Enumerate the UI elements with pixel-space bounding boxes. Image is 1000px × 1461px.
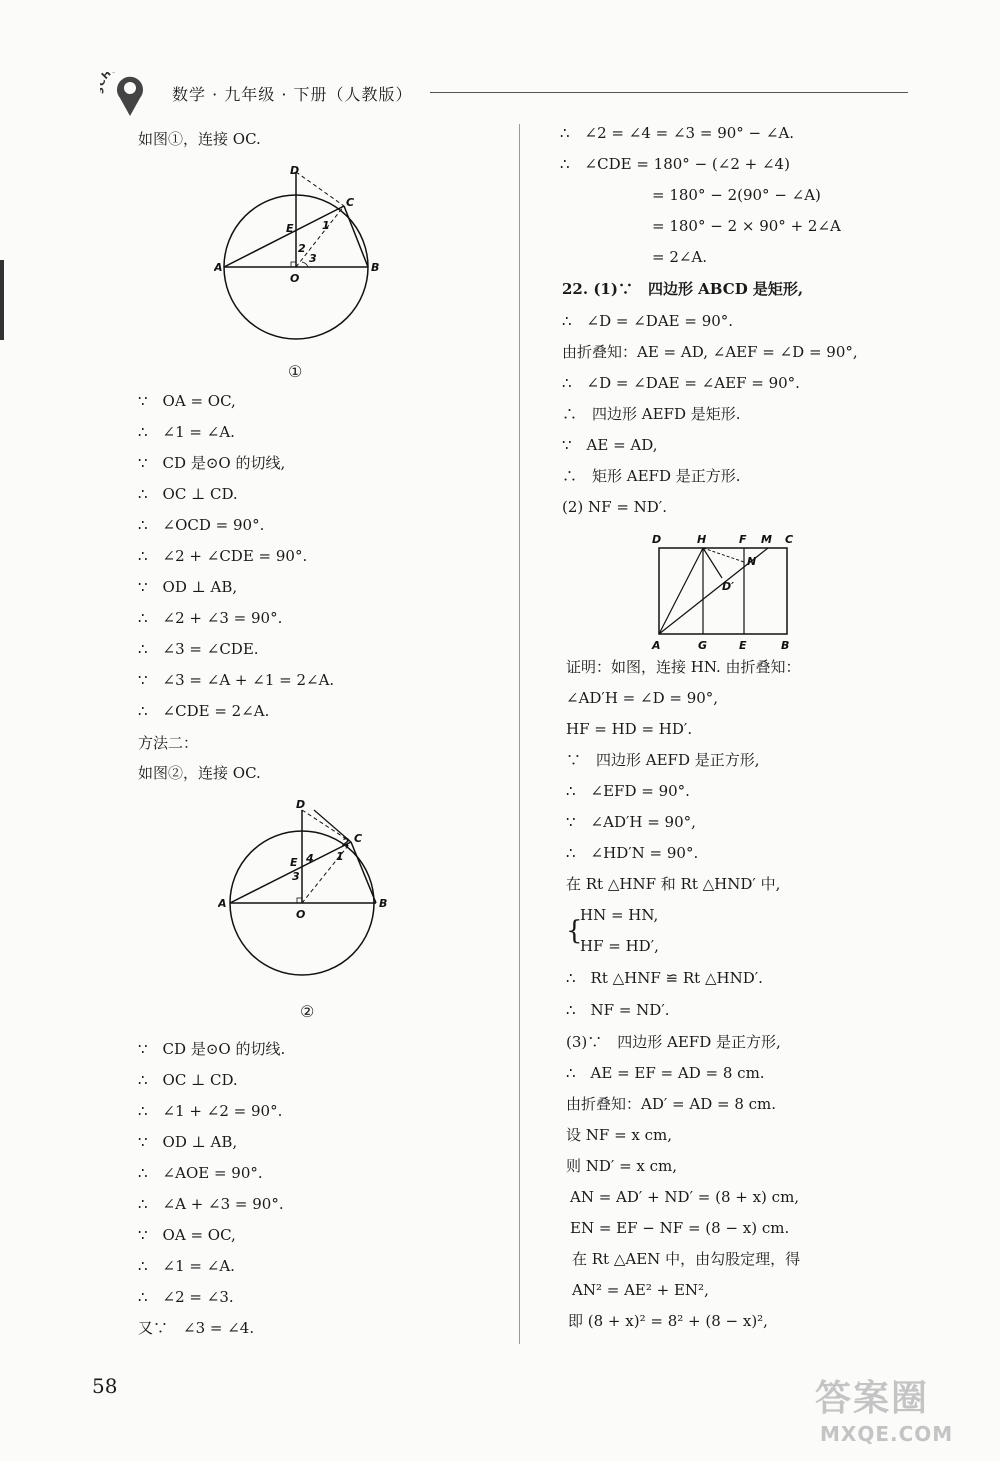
svg-text:SCHOOL: H — [100, 72, 114, 82]
proof-line: ∴ ∠HD′N = 90°. — [566, 844, 699, 862]
proof-line: ∵ CD 是⊙O 的切线, — [138, 454, 286, 472]
problem-22-part-3: (3)∵ 四边形 AEFD 是正方形, — [566, 1033, 781, 1051]
fig2-intro: 如图②，连接 OC. — [138, 764, 261, 782]
proof-line: ∴ AE = EF = AD = 8 cm. — [566, 1064, 765, 1082]
svg-text:4: 4 — [306, 852, 314, 865]
svg-text:N: N — [747, 555, 757, 568]
proof-line: ∵ AE = AD, — [562, 436, 658, 454]
proof-line: ∴ ∠D = ∠DAE = 90°. — [562, 312, 734, 330]
svg-text:E: E — [739, 639, 747, 652]
svg-text:B: B — [371, 261, 380, 274]
svg-text:D: D — [290, 166, 300, 177]
proof-line: ∵ 四边形 AEFD 是正方形, — [566, 751, 760, 769]
brace-symbol: { — [566, 916, 583, 946]
svg-text:D: D — [652, 533, 662, 546]
proof-line: AN = AD′ + ND′ = (8 + x) cm, — [570, 1188, 800, 1206]
svg-text:F: F — [739, 533, 747, 546]
figure-3 — [648, 528, 808, 654]
fig1-intro: 如图①，连接 OC. — [138, 130, 261, 148]
proof-line: ∵ ∠AD′H = 90°, — [566, 813, 696, 831]
proof-line: AN² = AE² + EN², — [572, 1281, 709, 1299]
problem-22-heading: 22. (1)∵ 四边形 ABCD 是矩形, — [562, 280, 804, 298]
svg-text:1: 1 — [336, 850, 344, 863]
page-number: 58 — [92, 1374, 118, 1398]
proof-line: 即 (8 + x)² = 8² + (8 − x)², — [568, 1312, 768, 1330]
proof-line: ∴ OC ⊥ CD. — [138, 485, 238, 503]
proof-line: ∴ ∠OCD = 90°. — [138, 516, 265, 534]
page-edge-shadow — [0, 260, 4, 340]
svg-text:E: E — [290, 856, 298, 869]
site-watermark — [780, 1370, 990, 1455]
proof-line: 证明：如图，连接 HN. 由折叠知： — [566, 658, 801, 676]
proof-line: ∴ ∠3 = ∠CDE. — [138, 640, 259, 658]
svg-text:C: C — [354, 832, 363, 845]
figure-2 — [218, 796, 418, 986]
proof-line: ∵ CD 是⊙O 的切线. — [138, 1040, 286, 1058]
proof-line: ∵ OA = OC, — [138, 1226, 236, 1244]
proof-line: ∴ ∠1 = ∠A. — [138, 1257, 235, 1275]
proof-line: ∴ ∠A + ∠3 = 90°. — [138, 1195, 284, 1213]
svg-text:E: E — [286, 222, 294, 235]
svg-text:A: A — [652, 639, 661, 652]
proof-line: 由折叠知：AE = AD, ∠AEF = ∠D = 90°, — [562, 343, 858, 361]
proof-line: 设 NF = x cm, — [566, 1126, 673, 1144]
svg-text:A: A — [218, 897, 227, 910]
proof-line: ∴ NF = ND′. — [566, 1001, 670, 1019]
proof-line: ∴ Rt △HNF ≌ Rt △HND′. — [566, 969, 763, 987]
proof-line: ∵ OD ⊥ AB, — [138, 1133, 238, 1151]
svg-text:O: O — [290, 272, 300, 285]
svg-text:C: C — [785, 533, 794, 546]
proof-line: 在 Rt △AEN 中，由勾股定理，得 — [572, 1250, 801, 1268]
proof-line: ∴ ∠AOE = 90°. — [138, 1164, 263, 1182]
proof-line: ∴ ∠D = ∠DAE = ∠AEF = 90°. — [562, 374, 800, 392]
proof-line: ∴ ∠2 + ∠CDE = 90°. — [138, 547, 308, 565]
proof-line: ∴ ∠1 + ∠2 = 90°. — [138, 1102, 283, 1120]
proof-line: HN = HN, — [580, 906, 659, 924]
proof-line: ∵ OD ⊥ AB, — [138, 578, 238, 596]
proof-line: 又∵ ∠3 = ∠4. — [138, 1319, 255, 1337]
svg-text:C: C — [346, 196, 355, 209]
proof-line: ∵ ∠3 = ∠A + ∠1 = 2∠A. — [138, 671, 335, 689]
watermark-line-2: MXQE.COM — [820, 1422, 954, 1446]
proof-line: ∴ 矩形 AEFD 是正方形. — [562, 467, 741, 485]
figure-1-caption: ① — [288, 362, 303, 381]
proof-line: ∵ OA = OC, — [138, 392, 236, 410]
svg-text:1: 1 — [322, 219, 330, 232]
proof-line: HF = HD = HD′. — [566, 720, 693, 738]
proof-line: ∠AD′H = ∠D = 90°, — [566, 689, 719, 707]
svg-text:G: G — [698, 639, 708, 652]
header-title: 数学 · 九年级 · 下册（人教版） — [172, 85, 413, 104]
watermark-line-1: 答案圈 — [815, 1378, 930, 1419]
figure-2-caption: ② — [300, 1002, 315, 1021]
proof-line: ∴ 四边形 AEFD 是矩形. — [562, 405, 741, 423]
proof-line: ∴ ∠CDE = 2∠A. — [138, 702, 270, 720]
svg-text:D: D — [296, 798, 306, 811]
proof-line: ∴ ∠EFD = 90°. — [566, 782, 690, 800]
proof-line: ∴ ∠2 = ∠3. — [138, 1288, 234, 1306]
proof-line: ∴ ∠CDE = 180° − (∠2 + ∠4) — [560, 155, 790, 173]
proof-line: 在 Rt △HNF 和 Rt △HND′ 中, — [566, 875, 781, 893]
svg-text:3: 3 — [292, 870, 300, 883]
svg-text:O: O — [296, 908, 306, 921]
header-rule — [430, 92, 908, 93]
column-divider — [519, 124, 520, 1344]
proof-line: 则 ND′ = x cm, — [566, 1157, 678, 1175]
svg-text:M: M — [761, 533, 772, 546]
school-logo — [100, 72, 160, 118]
proof-line: ∴ ∠2 + ∠3 = 90°. — [138, 609, 283, 627]
problem-22-part-2: (2) NF = ND′. — [562, 498, 667, 516]
proof-line: = 180° − 2 × 90° + 2∠A — [652, 217, 841, 235]
proof-line: = 180° − 2(90° − ∠A) — [652, 186, 821, 204]
svg-text:H: H — [697, 533, 707, 546]
proof-line: 由折叠知：AD′ = AD = 8 cm. — [566, 1095, 777, 1113]
svg-text:B: B — [379, 897, 388, 910]
svg-text:A: A — [214, 261, 223, 274]
proof-line: ∴ OC ⊥ CD. — [138, 1071, 238, 1089]
figure-1 — [214, 166, 414, 366]
svg-text:D′: D′ — [722, 580, 735, 593]
proof-line: EN = EF − NF = (8 − x) cm. — [570, 1219, 790, 1237]
proof-line: HF = HD′, — [580, 937, 659, 955]
svg-text:3: 3 — [309, 252, 317, 265]
proof-line: ∴ ∠2 = ∠4 = ∠3 = 90° − ∠A. — [560, 124, 795, 142]
svg-text:2: 2 — [342, 836, 350, 849]
proof-line: = 2∠A. — [652, 248, 708, 266]
svg-text:2: 2 — [298, 242, 306, 255]
svg-text:B: B — [781, 639, 790, 652]
method-two-heading: 方法二： — [138, 734, 199, 752]
page-header — [100, 72, 910, 122]
proof-line: ∴ ∠1 = ∠A. — [138, 423, 235, 441]
